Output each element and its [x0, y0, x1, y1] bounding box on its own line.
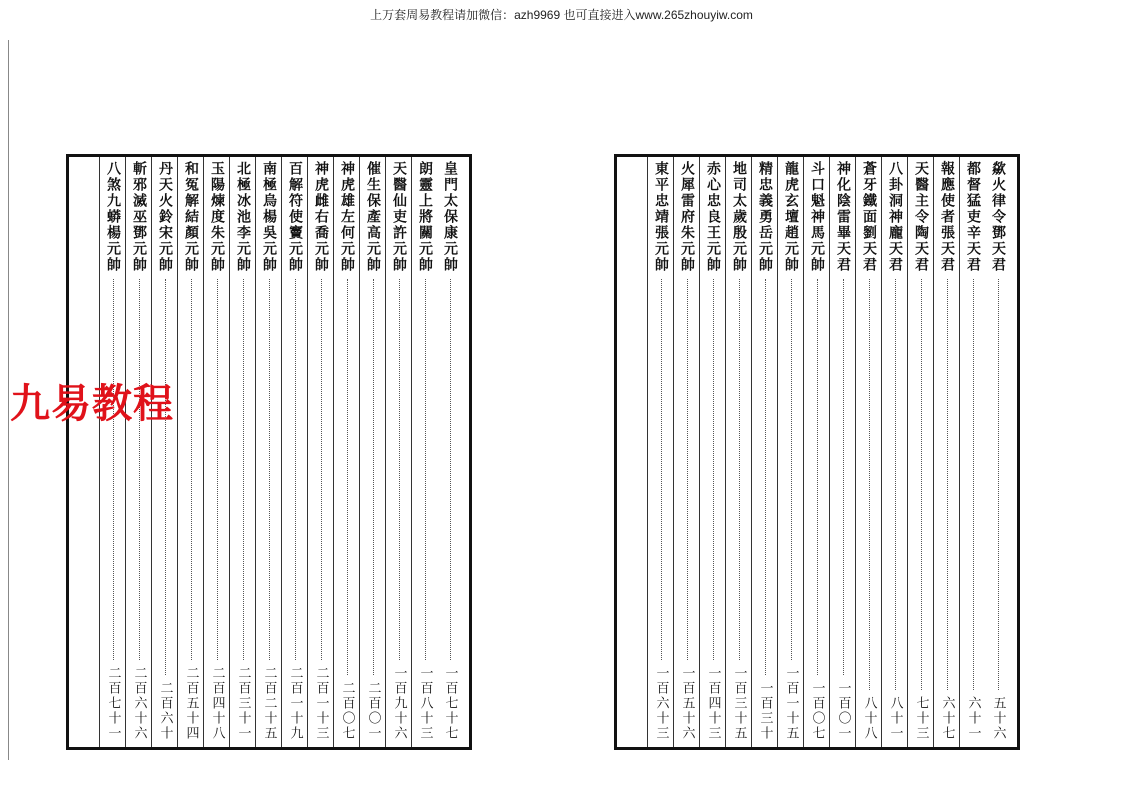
toc-leader-dots	[113, 279, 114, 660]
toc-leader-dots	[739, 279, 740, 660]
toc-entry	[151, 157, 178, 747]
toc-entry-page-number: 二百三十一	[235, 666, 251, 741]
toc-entry-page-number: 一百七十七	[442, 666, 458, 741]
toc-entry-title: 和冤解結顏元帥	[183, 161, 199, 273]
toc-entry	[907, 157, 934, 747]
toc-entry	[725, 157, 752, 747]
toc-entry-page-number: 二百一十三	[313, 666, 329, 741]
toc-entry-title: 天醫仙吏許元帥	[391, 161, 407, 273]
toc-entry	[855, 157, 882, 747]
toc-leader-dots	[347, 279, 348, 675]
toc-entry-page-number: 一百五十六	[679, 666, 695, 741]
toc-leader-dots	[321, 279, 322, 660]
toc-leader-dots	[765, 279, 766, 675]
toc-entry-page-number: 二百六十	[157, 681, 173, 741]
toc-entry-page-number: 一百一十五	[783, 666, 799, 741]
toc-entry	[177, 157, 204, 747]
toc-leader-dots	[817, 279, 818, 675]
toc-leader-dots	[139, 279, 140, 660]
toc-entry-page-number: 一百三十	[757, 681, 773, 741]
toc-entry-page-number: 二百四十八	[209, 666, 225, 741]
toc-entry	[777, 157, 804, 747]
toc-entry-page-number: 一百九十六	[391, 666, 407, 741]
toc-leader-dots	[450, 279, 451, 660]
right-page-toc	[614, 154, 1020, 750]
toc-entry-page-number: 二百〇七	[339, 681, 355, 741]
toc-entry	[647, 157, 674, 747]
left-page-toc	[66, 154, 472, 750]
toc-leader-dots	[217, 279, 218, 660]
toc-entry-title: 南極烏楊吳元帥	[261, 161, 277, 273]
toc-entry-page-number: 八十八	[861, 696, 877, 741]
toc-leader-dots	[425, 279, 426, 660]
toc-entry	[985, 157, 1011, 747]
toc-entry-page-number: 二百二十五	[261, 666, 277, 741]
toc-entry	[959, 157, 986, 747]
toc-entry-title: 斬邪滅巫鄧元帥	[131, 161, 147, 273]
toc-entry	[411, 157, 438, 747]
toc-entry	[673, 157, 700, 747]
toc-leader-dots	[295, 279, 296, 660]
toc-entry-title: 蒼牙鐵面劉天君	[861, 161, 877, 273]
toc-leader-dots	[269, 279, 270, 660]
toc-entry-page-number: 二百六十六	[131, 666, 147, 741]
toc-entry	[333, 157, 360, 747]
toc-leader-dots	[243, 279, 244, 660]
toc-entry-page-number: 八十一	[887, 696, 903, 741]
toc-entry	[229, 157, 256, 747]
toc-entry-page-number: 二百五十四	[183, 666, 199, 741]
toc-entry	[307, 157, 334, 747]
toc-leader-dots	[921, 279, 922, 690]
toc-entry-title: 歘火律令鄧天君	[990, 161, 1006, 273]
toc-entry	[99, 157, 126, 747]
toc-leader-dots	[373, 279, 374, 675]
toc-entry-title: 斗口魁神馬元帥	[809, 161, 825, 273]
toc-entry-title: 天醫主令陶天君	[913, 161, 929, 273]
toc-entry-page-number: 二百一十九	[287, 666, 303, 741]
toc-entry-title: 火犀雷府朱元帥	[679, 161, 695, 273]
toc-entry	[437, 157, 463, 747]
toc-entry-page-number: 六十七	[939, 696, 955, 741]
toc-entry-title: 龍虎玄壇趙元帥	[783, 161, 799, 273]
watermark-logo: 九易教程	[10, 381, 174, 427]
toc-entry-title: 報應使者張天君	[939, 161, 955, 273]
toc-entry-page-number: 一百〇一	[835, 681, 851, 741]
toc-leader-dots	[399, 279, 400, 660]
toc-leader-dots	[191, 279, 192, 660]
toc-leader-dots	[947, 279, 948, 690]
toc-entry-title: 地司太歲殷元帥	[731, 161, 747, 273]
toc-entry-title: 催生保產高元帥	[365, 161, 381, 273]
toc-entry	[803, 157, 830, 747]
toc-entry	[751, 157, 778, 747]
toc-leader-dots	[661, 279, 662, 660]
toc-entry	[281, 157, 308, 747]
toc-entry-page-number: 一百三十五	[731, 666, 747, 741]
toc-entry-title: 皇門太保康元帥	[442, 161, 458, 273]
toc-leader-dots	[713, 279, 714, 660]
toc-entry-page-number: 一百四十三	[705, 666, 721, 741]
toc-leader-dots	[869, 279, 870, 690]
toc-entry	[255, 157, 282, 747]
toc-entry-page-number: 五十六	[990, 696, 1006, 741]
toc-entry	[933, 157, 960, 747]
toc-leader-dots	[895, 279, 896, 690]
toc-entry	[203, 157, 230, 747]
toc-leader-dots	[843, 279, 844, 675]
toc-leader-dots	[973, 279, 974, 690]
toc-leader-dots	[998, 279, 999, 690]
toc-entry-title: 精忠義勇岳元帥	[757, 161, 773, 273]
toc-entry	[359, 157, 386, 747]
toc-leader-dots	[687, 279, 688, 660]
toc-entry	[125, 157, 152, 747]
toc-entry-title: 百解符使竇元帥	[287, 161, 303, 273]
toc-entry-page-number: 二百七十一	[105, 666, 121, 741]
toc-entry-title: 朗靈上將關元帥	[417, 161, 433, 273]
toc-entry-title: 北極冰池李元帥	[235, 161, 251, 273]
toc-entry-page-number: 七十三	[913, 696, 929, 741]
toc-entry-title: 神化陰雷畢天君	[835, 161, 851, 273]
toc-entry-page-number: 一百〇七	[809, 681, 825, 741]
toc-entry	[829, 157, 856, 747]
toc-entry	[881, 157, 908, 747]
toc-entry	[699, 157, 726, 747]
page-edge-line	[8, 40, 9, 760]
toc-entry-page-number: 二百〇一	[365, 681, 381, 741]
toc-leader-dots	[791, 279, 792, 660]
toc-entry-title: 八煞九蟒楊元帥	[105, 161, 121, 273]
toc-entry-title: 赤心忠良王元帥	[705, 161, 721, 273]
toc-entry-title: 都督猛吏辛天君	[965, 161, 981, 273]
toc-entry-title: 丹天火鈴宋元帥	[157, 161, 173, 273]
toc-entry-page-number: 六十一	[965, 696, 981, 741]
toc-entry-title: 東平忠靖張元帥	[653, 161, 669, 273]
toc-entry-title: 玉陽煉度朱元帥	[209, 161, 225, 273]
toc-entry-title: 八卦洞神龐天君	[887, 161, 903, 273]
top-banner-text: 上万套周易教程请加微信：azh9969 也可直接进入www.265zhouyiw.com	[370, 8, 753, 22]
toc-entry-page-number: 一百六十三	[653, 666, 669, 741]
toc-entry-title: 神虎雌右喬元帥	[313, 161, 329, 273]
toc-entry	[385, 157, 412, 747]
toc-leader-dots	[165, 279, 166, 675]
toc-entry-page-number: 一百八十三	[417, 666, 433, 741]
toc-entry-title: 神虎雄左何元帥	[339, 161, 355, 273]
